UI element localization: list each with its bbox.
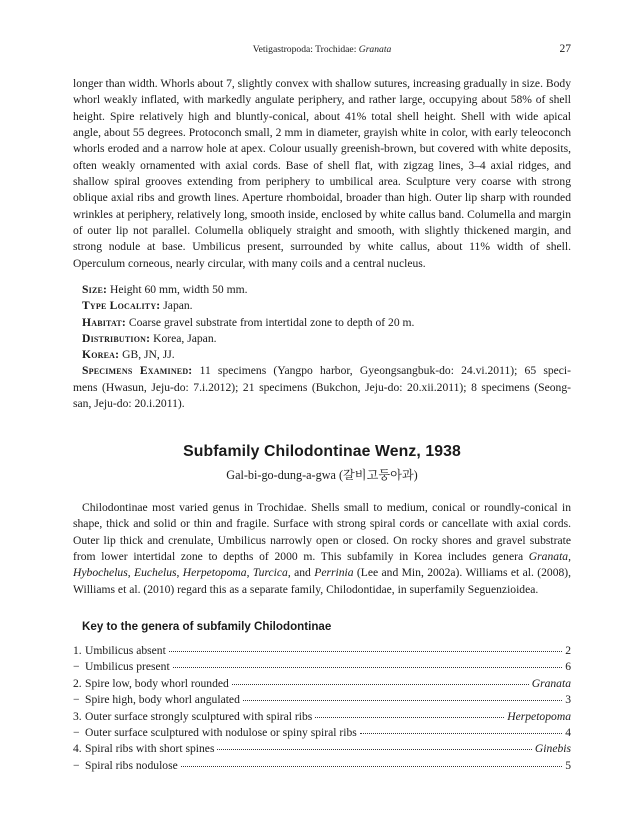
leader-dots: [232, 674, 529, 685]
key-couplet-number: 1.: [73, 644, 82, 657]
key-target: 5: [565, 758, 571, 772]
leader-dots: [243, 690, 562, 701]
key-text: Spire high, body whorl angulated: [85, 693, 240, 707]
running-title-genus: Granata: [358, 44, 392, 55]
fact-label: Distribution:: [82, 331, 151, 345]
leader-dots: [169, 641, 562, 652]
key-target: 3: [565, 693, 571, 707]
identification-key: [73, 643, 571, 774]
fact-size: [82, 282, 571, 298]
key-couplet-number: −: [73, 758, 80, 772]
species-description: longer than width. Whorls about 7, slightly convex with shallow sutures, increasing gradually in size. Body whorl weakly inflated, with markedly angulate periphery, and rather large, occupying about 58% of shell height. Spire relatively high and bluntly-conical, about 41% total shell height. Shell with wide apical angle, about 55 degrees. Protoconch small, 2 mm in diameter, grayish white in color, with early teleoconch whorls eroded and a narrow hole at apex. Colour usually greenish-brown, but covered with white deposits, often weakly ornamented with axial cords. Base of shell flat, with zigzag lines, 3–4 axial ridges, and shallow spiral grooves extending from periphery to umbilical area. Sculpture very coarse with strong oblique axial ribs and growth lines. Aperture rhomboidal, broader than high. Outer lip sharp with rounded wrinkles at periphery, relatively long, smooth inside, enclosed by white callus band. Columella and margin of outer lip not parallel. Columella obliquely straight and smooth, with slightly thickened margin, and strong nodule at base. Umbilicus present, surrounded by white callus, about 11% width of shell. Operculum corneous, nearly circular, with many coils and a central nucleus.: [73, 77, 571, 270]
fact-type-locality: [82, 298, 571, 314]
genus-name: Perrinia: [314, 566, 354, 580]
key-couplet-number: −: [73, 660, 80, 674]
fact-value: Coarse gravel substrate from intertidal zone to depth of 20 m.: [128, 315, 415, 329]
key-title: Key to the genera of subfamily Chilodontinae: [82, 620, 332, 633]
key-text: Outer surface sculptured with nodulose or spiny spiral ribs: [85, 725, 357, 739]
key-couplet-number: 4.: [73, 742, 82, 756]
key-text: Spire low, body whorl rounded: [85, 676, 229, 690]
running-title-prefix: Vetigastropoda: Trochidae:: [252, 44, 359, 55]
key-couplet-number: 3.: [73, 709, 82, 723]
key-text: Umbilicus present: [85, 660, 170, 674]
key-row: [73, 758, 571, 774]
separator: ,: [127, 566, 135, 580]
leader-dots: [173, 657, 563, 668]
subfamily-title: Subfamily Chilodontinae Wenz, 1938: [183, 443, 461, 460]
fact-label: Type Locality:: [82, 299, 161, 313]
leader-dots: [360, 723, 562, 734]
subfamily-intro: [73, 500, 571, 598]
key-text: Umbilicus absent: [85, 644, 166, 657]
intro-text: (Lee and Min, 2002a). Williams et al. (2008), Williams et al. (2010) regard this as a separate family, Chilodontidae, in superfamily Seguenzioidea.: [73, 566, 572, 596]
key-text: Outer surface strongly sculptured with spiral ribs: [85, 709, 313, 723]
key-target: 6: [565, 660, 571, 674]
fact-korea: [82, 347, 571, 363]
fact-habitat: [82, 315, 571, 331]
fact-specimens-continued: mens (Hwasun, Jeju-do: 7.i.2012); 21 specimens (Bukchon, Jeju-do: 20.xii.2011); 8 specimens (Seong-san, Jeju-do: 20.i.2011).: [73, 380, 571, 411]
fact-label: Specimens Examined:: [82, 364, 193, 378]
key-text: Spiral ribs nodulose: [85, 758, 178, 772]
key-target: 4: [565, 725, 571, 739]
key-target: Ginebis: [534, 742, 571, 756]
fact-distribution: [82, 331, 571, 347]
key-target: Herpetopoma: [507, 709, 571, 723]
separator: ,: [246, 566, 253, 580]
separator: ,: [568, 550, 571, 564]
separator: , and: [287, 566, 315, 580]
genus-name: Hybochelus: [73, 566, 128, 580]
separator: ,: [176, 566, 183, 580]
fact-label: Habitat:: [82, 315, 126, 329]
fact-value: Korea, Japan.: [153, 331, 217, 345]
key-couplet-number: −: [73, 725, 80, 739]
intro-text: Chilodontinae most varied genus in Trochidae. Shells small to medium, conical or roundly-conical in shape, thick and solid or thin and fragile. Surface with strong spiral cords or cancellate with axial cords. Outer lip thick and crenulate, Umbilicus narrowly open or closed. On rocky shores and gravel substrate from lower intertidal zone to depths of 2000 m. This subfamily in Korea includes genera: [73, 501, 571, 564]
genus-name: Euchelus: [134, 566, 177, 580]
leader-dots: [181, 756, 562, 767]
leader-dots: [217, 739, 531, 750]
fact-value: Japan.: [163, 299, 193, 313]
genus-name: Turcica: [252, 566, 288, 580]
key-text: Spiral ribs with short spines: [85, 742, 215, 756]
fact-value: GB, JN, JJ.: [122, 348, 175, 362]
running-title: [73, 44, 571, 55]
species-facts: [73, 282, 571, 412]
page-number: 27: [559, 43, 571, 55]
fact-value: 11 specimens (Yangpo harbor, Gyeongsangbuk-do: 24.vi.2011); 65 speci-: [199, 364, 571, 378]
key-target: Granata: [531, 676, 571, 690]
fact-value: Height 60 mm, width 50 mm.: [110, 283, 248, 296]
fact-specimens: [82, 363, 571, 379]
key-couplet-number: 2.: [73, 676, 82, 690]
key-target: 2: [565, 644, 571, 657]
running-header: [73, 44, 571, 58]
fact-label: Korea:: [82, 348, 120, 362]
leader-dots: [315, 707, 504, 718]
genus-name: Granata: [528, 550, 569, 564]
key-couplet-number: −: [73, 693, 80, 707]
fact-label: Size:: [82, 283, 108, 296]
genus-name: Herpetopoma: [182, 566, 247, 580]
subfamily-romanization: Gal-bi-go-dung-a-gwa (갈비고둥아과): [226, 468, 418, 482]
